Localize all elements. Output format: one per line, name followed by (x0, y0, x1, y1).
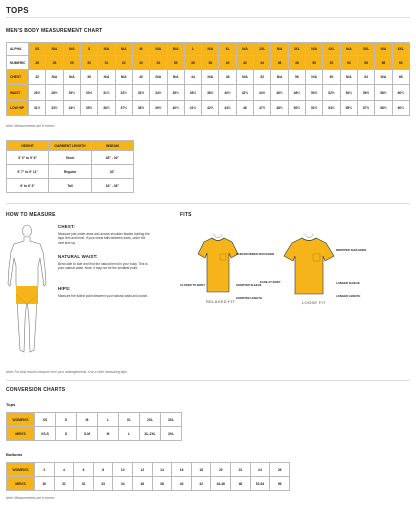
table-cell: 31½ (98, 85, 115, 101)
table-cell: 34½ (150, 85, 167, 101)
table-cell: N/A (98, 43, 115, 56)
table-cell: 34 (113, 477, 133, 491)
table-row (7, 101, 410, 116)
measure-item (58, 224, 150, 245)
row-header: CHEST (7, 70, 29, 85)
table-cell: 58 (375, 56, 392, 70)
table-cell: N/A (115, 70, 132, 85)
row-header: WOMEN'S (7, 463, 35, 477)
measure-heading: CHEST: (58, 224, 76, 229)
table-cell: 30 (35, 477, 55, 491)
row-header: WOMEN'S (7, 413, 35, 427)
table-cell: 31½ (29, 101, 46, 116)
table-cell: XS (35, 413, 56, 427)
table-cell: 35½ (80, 101, 97, 116)
table-cell: 31 (98, 56, 115, 70)
table-cell: 36 (80, 70, 97, 85)
row-header: ALPHA (7, 43, 29, 56)
table-cell: XL-2XL (140, 427, 161, 441)
table-cell: 47½ (254, 101, 271, 116)
column-header: HEIGHT (7, 141, 49, 151)
table-row (7, 85, 410, 101)
table-cell: 29½ (63, 85, 80, 101)
measure-item (58, 254, 150, 271)
table-cell: 31 (54, 477, 74, 491)
table-cell: 34½ (63, 101, 80, 116)
table-cell: 56 (357, 56, 374, 70)
table-cell: 28 (46, 56, 63, 70)
table-cell: N/A (236, 70, 253, 85)
table-cell: 38 (202, 56, 219, 70)
table-cell: N/A (375, 70, 392, 85)
measure-text: Measure the fullest point between your natural waist and crotch. (58, 294, 149, 298)
bottoms-conversion-table (6, 462, 290, 491)
table-cell: 44 (254, 56, 271, 70)
table-cell: N/A (271, 43, 288, 56)
table-cell: 6' to 6' 3" (7, 179, 49, 193)
table-cell: 42 (191, 477, 211, 491)
table-cell: M (98, 427, 119, 441)
table-cell: 28½ (46, 85, 63, 101)
table-cell: 30½ (80, 85, 97, 101)
table-cell: 68 (392, 70, 409, 85)
table-cell: 46½ (271, 85, 288, 101)
table-cell: N/A (46, 43, 63, 56)
table-cell: N/A (98, 70, 115, 85)
table-cell: 10 (113, 463, 133, 477)
table-cell: 44½ (219, 101, 236, 116)
row-header: MEN'S (7, 477, 35, 491)
table-cell: 44-46 (211, 477, 231, 491)
loose-fit-label: LOOSE FIT (302, 300, 326, 305)
table-row (7, 427, 182, 441)
table-cell: 36½ (98, 101, 115, 116)
table-row (7, 463, 290, 477)
loose-fit-shirt-icon (282, 234, 336, 298)
table-cell: 44 (184, 70, 201, 85)
table-cell: N/A (306, 70, 323, 85)
table-cell: M (77, 413, 98, 427)
conversion-note: Note: Measurements are in inches (6, 496, 55, 500)
table-cell: 36 (133, 477, 153, 491)
table-cell: 56 (288, 70, 305, 85)
table-cell: 60 (323, 70, 340, 85)
column-header: GARMENT LENGTH (49, 141, 91, 151)
table-cell: 34 (150, 56, 167, 70)
table-cell: 40 (132, 70, 149, 85)
table-cell: 50½ (288, 101, 305, 116)
table-cell: 36½ (184, 85, 201, 101)
table-cell: L (119, 427, 140, 441)
table-cell: 39½ (150, 101, 167, 116)
table-cell: 57½ (357, 101, 374, 116)
table-cell: 44½ (254, 85, 271, 101)
table-cell: N/A (271, 70, 288, 85)
table-cell: 3XL (161, 413, 182, 427)
table-cell: 42½ (202, 101, 219, 116)
table-cell: 5XL (357, 43, 374, 56)
table-cell: 32 (115, 56, 132, 70)
table-cell: 46 (271, 56, 288, 70)
table-cell: 12 (133, 463, 153, 477)
table-cell: Tall (49, 179, 91, 193)
measure-heading: HIPS: (58, 286, 71, 291)
table-cell: N/A (202, 70, 219, 85)
body-figure-illustration (2, 222, 52, 364)
title-divider (6, 17, 410, 18)
table-cell: 55½ (340, 101, 357, 116)
row-header: MEN'S (7, 427, 35, 441)
table-cell: N/A (63, 70, 80, 85)
inseam-table (6, 140, 134, 193)
table-cell: N/A (340, 70, 357, 85)
table-cell: 6 (74, 463, 94, 477)
table-cell: S (56, 427, 77, 441)
table-header-row (7, 141, 134, 151)
table-cell: 2 (35, 463, 55, 477)
loose-label-length: LONGER LENGTH (336, 294, 361, 298)
table-cell: N/A (236, 43, 253, 56)
table-cell: 6XL (392, 43, 409, 56)
table-cell: 38½ (202, 85, 219, 101)
table-row (7, 413, 182, 427)
table-cell: 40 (172, 477, 192, 491)
tops-conversion-table (6, 412, 182, 441)
table-cell: N/A (167, 70, 184, 85)
table-cell: 48 (219, 70, 236, 85)
table-cell: 32" (91, 165, 133, 179)
table-row (7, 179, 134, 193)
relaxed-fit-label: RELAXED FIT (206, 299, 236, 304)
measure-text: Bend side to side and find the natural bend in your body. This is your natural waist. Note: it may not be the smallest point. (58, 262, 148, 271)
table-cell: 56 (270, 477, 290, 491)
table-cell: 33½ (132, 85, 149, 101)
table-cell: 36 (184, 56, 201, 70)
table-cell: 2XL (254, 43, 271, 56)
table-cell: 16 (172, 463, 192, 477)
table-cell: 41½ (184, 101, 201, 116)
column-header: INSEAM (91, 141, 133, 151)
table-cell: 64 (357, 70, 374, 85)
measure-text: Measure just under arms and across shoulder blades holding the tape firm and level. If your chest falls between sizes, order the next size up. (58, 232, 150, 245)
table-cell: 37½ (115, 101, 132, 116)
relaxed-label-shoulder: SLIM-ROUNDED SHOULDER (236, 252, 275, 256)
table-cell: L (184, 43, 201, 56)
table-cell: 52 (254, 70, 271, 85)
section-divider-2 (6, 380, 410, 381)
table-cell: 48½ (271, 101, 288, 116)
table-cell: 28" - 30" (91, 151, 133, 165)
how-to-measure-title: HOW TO MEASURE (6, 212, 56, 218)
table-cell: 42 (236, 56, 253, 70)
table-cell: 42½ (236, 85, 253, 101)
table-cell: L (98, 413, 119, 427)
loose-label-shoulder: DROPPED SHOULDER (336, 248, 367, 252)
table-cell: 50 (306, 56, 323, 70)
table-cell: 58½ (375, 101, 392, 116)
bottoms-label: Bottoms (6, 452, 23, 457)
table-cell: 32½ (115, 85, 132, 101)
table-cell: N/A (167, 43, 184, 56)
body-chart-note: Note: Measurements are in inches (6, 124, 55, 128)
table-cell: 48½ (288, 85, 305, 101)
conversion-title: CONVERSION CHARTS (6, 387, 66, 393)
table-cell: N/A (202, 43, 219, 56)
row-header: NUMERIC (7, 56, 29, 70)
table-cell: 40½ (167, 101, 184, 116)
table-cell: XL (219, 43, 236, 56)
table-cell: XL (119, 413, 140, 427)
table-cell: 48 (231, 477, 251, 491)
table-cell: 52 (323, 56, 340, 70)
table-cell: S-M (77, 427, 98, 441)
table-cell: 32 (29, 70, 46, 85)
table-cell: 54½ (323, 101, 340, 116)
table-cell: 34" - 36" (91, 179, 133, 193)
table-cell: 60 (392, 56, 409, 70)
table-row (7, 43, 410, 56)
relaxed-label-sleeve: SHORTER SLEEVE (236, 283, 262, 287)
table-cell: 50½ (306, 85, 323, 101)
table-cell: N/A (375, 43, 392, 56)
table-cell: 52-54 (250, 477, 270, 491)
loose-label-sleeve: LONGER SLEEVE (336, 281, 360, 285)
table-cell: 20 (211, 463, 231, 477)
table-cell: 33½ (46, 101, 63, 116)
table-cell: 56½ (357, 85, 374, 101)
table-cell: 33 (93, 477, 113, 491)
table-cell: S (80, 43, 97, 56)
section-divider (6, 203, 410, 204)
measure-item (58, 286, 150, 298)
table-cell: 52½ (306, 101, 323, 116)
row-header: LOW HIP (7, 101, 29, 116)
table-cell: 2XL (140, 413, 161, 427)
table-cell: 3XL (161, 427, 182, 441)
table-cell: S (56, 413, 77, 427)
table-cell: N/A (340, 43, 357, 56)
table-cell: N/A (115, 43, 132, 56)
table-row (7, 165, 134, 179)
table-cell: Regular (49, 165, 91, 179)
table-cell: 26 (270, 463, 290, 477)
table-cell: N/A (46, 70, 63, 85)
table-cell: N/A (63, 43, 80, 56)
table-cell: 5' 3" to 5' 6" (7, 151, 49, 165)
table-cell: 4 (54, 463, 74, 477)
table-cell: N/A (150, 43, 167, 56)
table-cell: 24 (250, 463, 270, 477)
body-chart-title: MEN'S BODY MEASUREMENT CHART (6, 28, 103, 34)
table-cell: 40½ (219, 85, 236, 101)
table-cell: 26½ (29, 85, 46, 101)
table-cell: 35½ (167, 85, 184, 101)
table-cell: 14 (152, 463, 172, 477)
table-cell: N/A (306, 43, 323, 56)
row-header: WAIST (7, 85, 29, 101)
table-cell: N/A (150, 70, 167, 85)
loose-label-body: EASE AT BODY (260, 280, 281, 284)
table-cell: 5' 7" to 5' 11" (7, 165, 49, 179)
relaxed-label-length: SHORTER LENGTH (236, 296, 262, 300)
page-title: TOPS (6, 6, 29, 15)
table-cell: Short (49, 151, 91, 165)
table-cell: 30 (80, 56, 97, 70)
table-cell: XS-S (35, 427, 56, 441)
table-cell: 54½ (340, 85, 357, 101)
table-row (7, 56, 410, 70)
table-cell: 33 (132, 56, 149, 70)
table-cell: 22 (231, 463, 251, 477)
tops-label: Tops (6, 402, 16, 407)
measure-heading: NATURAL WAIST: (58, 254, 98, 259)
table-cell: M (132, 43, 149, 56)
table-cell: 38 (152, 477, 172, 491)
table-cell: 18 (191, 463, 211, 477)
table-cell: 38½ (132, 101, 149, 116)
table-cell: 48 (288, 56, 305, 70)
table-cell: 58½ (375, 85, 392, 101)
table-cell: 60½ (392, 101, 409, 116)
table-cell: 4XL (323, 43, 340, 56)
table-cell: 3XL (288, 43, 305, 56)
table-cell: 40 (219, 56, 236, 70)
table-row (7, 477, 290, 491)
how-to-measure-note: Note: For best results measure over your undergarments. Use a cloth measuring tape. (6, 370, 128, 374)
relaxed-label-body: CLOSER TO BODY (180, 283, 206, 287)
table-cell: 46 (236, 101, 253, 116)
table-cell: 32 (74, 477, 94, 491)
table-row (7, 70, 410, 85)
table-row (7, 151, 134, 165)
table-cell: 26 (29, 56, 46, 70)
table-cell: 60½ (392, 85, 409, 101)
table-cell: 52½ (323, 85, 340, 101)
body-measurement-table (6, 42, 410, 116)
fits-title: FITS (180, 212, 192, 218)
table-cell: 54 (340, 56, 357, 70)
table-cell: 8 (93, 463, 113, 477)
table-cell: 35 (167, 56, 184, 70)
table-cell: 29 (63, 56, 80, 70)
table-cell: XS (29, 43, 46, 56)
